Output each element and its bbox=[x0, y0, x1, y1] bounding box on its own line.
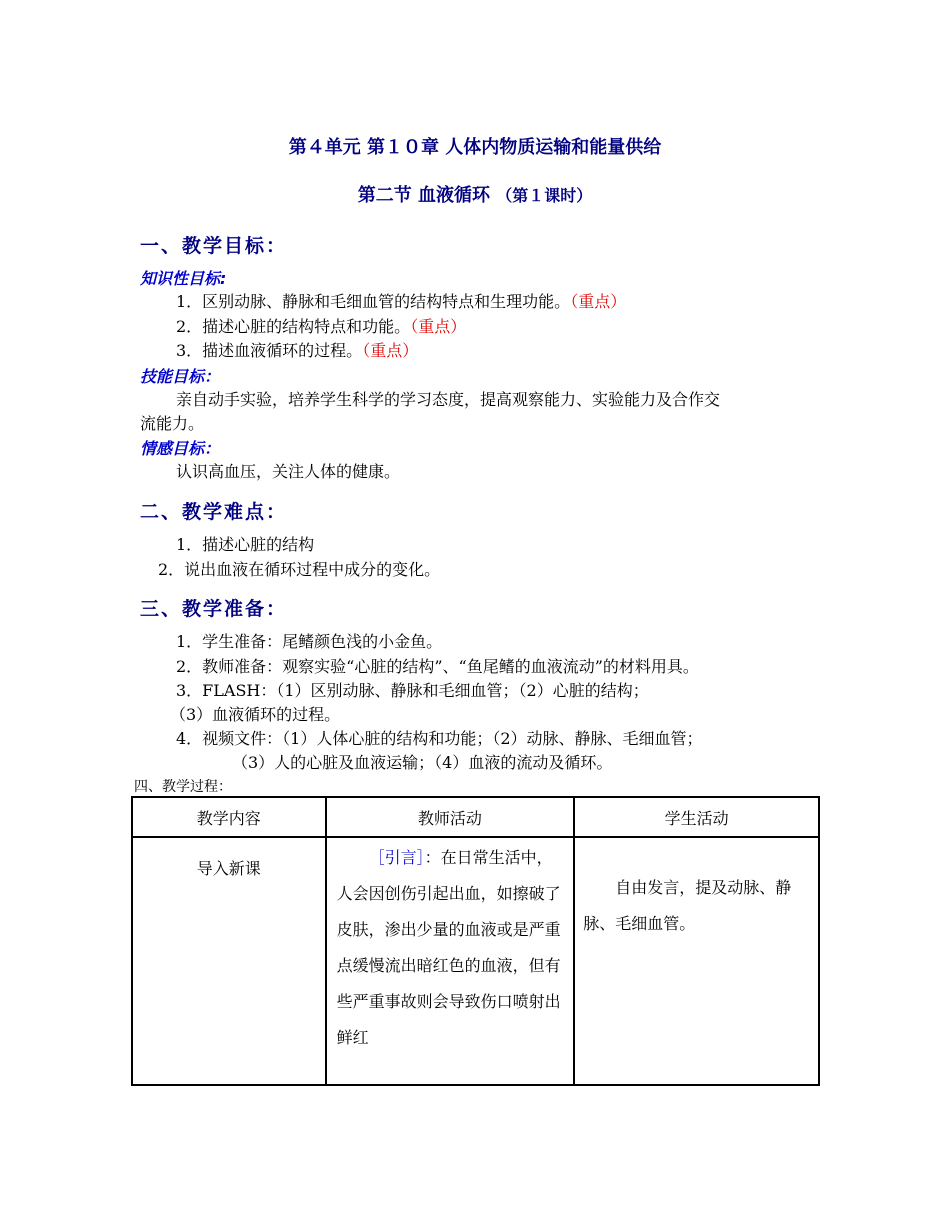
preparation-line: （3）血液循环的过程。 bbox=[170, 705, 341, 724]
subtitle-main: 第二节 血液循环 bbox=[357, 185, 490, 206]
section-subtitle bbox=[0, 181, 950, 207]
column-header: 教师活动 bbox=[326, 797, 575, 837]
teacher-activity-cell bbox=[326, 837, 575, 1085]
difficulty-item: 1．描述心脏的结构 bbox=[176, 535, 315, 554]
student-activity-text: 自由发言，提及动脉、静脉、毛细血管。 bbox=[583, 878, 792, 933]
difficulty-item: 2．说出血液在循环过程中成分的变化。 bbox=[158, 560, 441, 579]
knowledge-item: 1．区别动脉、静脉和毛细血管的结构特点和生理功能。（重点） bbox=[176, 292, 627, 311]
document-title: 第４单元 第１０章 人体内物质运输和能量供给 bbox=[288, 137, 662, 158]
teaching-process-table bbox=[131, 796, 820, 1086]
preparation-heading: 三、教学准备： bbox=[140, 598, 288, 620]
intro-tag: ［引言］ bbox=[368, 848, 425, 867]
process-heading: 四、教学过程： bbox=[134, 779, 232, 795]
emotion-heading: 情感目标： bbox=[140, 439, 221, 458]
knowledge-heading: 知识性目标: bbox=[140, 269, 227, 288]
student-activity-cell bbox=[574, 837, 819, 1085]
objectives-heading: 一、教学目标： bbox=[140, 235, 288, 257]
preparation-line: （3）人的心脏及血液运输；（4）血液的流动及循环。 bbox=[232, 753, 613, 772]
key-point-tag: （重点） bbox=[570, 292, 627, 311]
table-row bbox=[132, 837, 819, 1085]
teacher-activity-text: ：在日常生活中，人会因创伤引起出血，如擦破了皮肤，渗出少量的血液或是严重点缓慢流出暗红色的血液，但有些严重事故则会导致伤口喷射出鲜红 bbox=[336, 848, 561, 1047]
key-point-tag: （重点） bbox=[362, 341, 419, 360]
emotion-text-line: 认识高血压，关注人体的健康。 bbox=[176, 462, 401, 481]
skill-heading: 技能目标： bbox=[140, 367, 221, 386]
skill-text-line: 流能力。 bbox=[140, 414, 205, 433]
content-cell: 导入新课 bbox=[132, 837, 326, 1085]
difficulties-heading: 二、教学难点： bbox=[140, 501, 288, 523]
column-header: 学生活动 bbox=[574, 797, 819, 837]
knowledge-item: 3．描述血液循环的过程。（重点） bbox=[176, 341, 419, 360]
key-point-tag: （重点） bbox=[410, 317, 467, 336]
subtitle-lesson: （第１课时） bbox=[496, 186, 593, 205]
knowledge-item: 2．描述心脏的结构特点和功能。（重点） bbox=[176, 317, 467, 336]
preparation-line: 3．FLASH：（1）区别动脉、静脉和毛细血管；（2）心脏的结构； bbox=[176, 681, 649, 700]
table-header-row bbox=[132, 797, 819, 837]
skill-text-line: 亲自动手实验，培养学生科学的学习态度，提高观察能力、实验能力及合作交 bbox=[176, 390, 721, 409]
column-header: 教学内容 bbox=[132, 797, 326, 837]
preparation-line: 2．教师准备：观察实验“心脏的结构”、“鱼尾鳍的血液流动”的材料用具。 bbox=[176, 657, 699, 676]
preparation-line: 4．视频文件：（1）人体心脏的结构和功能；（2）动脉、静脉、毛细血管； bbox=[176, 729, 703, 748]
preparation-line: 1．学生准备：尾鳍颜色浅的小金鱼。 bbox=[176, 632, 443, 651]
